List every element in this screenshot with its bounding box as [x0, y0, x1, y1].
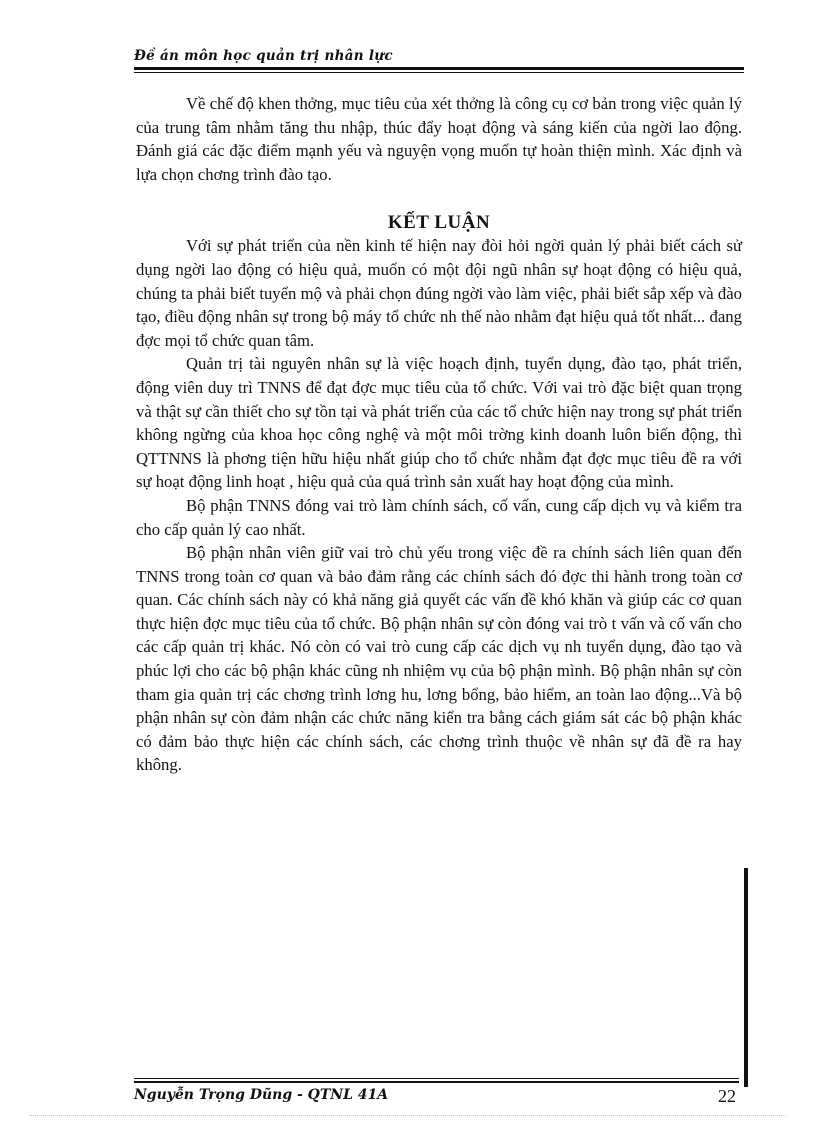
footer-author: Nguyễn Trọng Dũng - QTNL 41A [134, 1087, 389, 1103]
page-border-shadow [744, 868, 748, 1087]
paragraph-hr-management: Quản trị tài nguyên nhân sự là việc hoạch định, tuyển dụng, đào tạo, phát triển, động viên duy trì TNNS để đạt đợc mục tiêu của tổ chức. Với vai trò đặc biệt quan trọng và thật sự cần thiết cho sự tồn tại và phát triển của các tổ chức hiện nay trong sự phát triển không ngừng của khoa học công nghệ và một môi trờng kinh doanh luôn biến động, thì QTTNNS là phơng tiện hữu hiệu nhất giúp cho tổ chức nhằm đạt đợc mục tiêu đề ra với sự hoạt động linh hoạt , hiệu quả của quá trình sản xuất hay hoạt động của mình. [136, 354, 742, 492]
page-number: 22 [718, 1086, 736, 1106]
section-heading-conclusion: KẾT LUẬN [387, 212, 491, 234]
footer-rule-thin [134, 1078, 739, 1079]
header-rule-thin [134, 72, 744, 73]
page-header-title: Đề án môn học quản trị nhân lực [134, 48, 393, 64]
document-body [136, 92, 742, 777]
paragraph-conclusion-intro: Với sự phát triển của nền kinh tế hiện nay đòi hỏi ngời quản lý phải biết cách sử dụng ngời lao động có hiệu quả, muốn có một đội ngũ nhân sự hoạt động có hiệu quả, chúng ta phải biết tuyển mộ và phải chọn đúng ngời vào làm việc, phải biết sắp xếp và đào tạo, điều động nhân sự trong bộ máy tổ chức nh thế nào nhằm đạt hiệu quả tốt nhất... đang đợc mọi tổ chức quan tâm. [136, 236, 742, 350]
paragraph-reward-policy: Về chế độ khen thởng, mục tiêu của xét thởng là công cụ cơ bản trong việc quản lý của trung tâm nhằm tăng thu nhập, thúc đẩy hoạt động và sáng kiến của ngời lao động. Đánh giá các đặc điểm mạnh yếu và nguyện vọng muốn tự hoàn thiện mình. Xác định và lựa chọn chơng trình đào tạo. [136, 94, 742, 184]
page-bottom-dotted-line [30, 1115, 786, 1116]
paragraph-hr-department-role: Bộ phận TNNS đóng vai trò làm chính sách, cố vấn, cung cấp dịch vụ và kiểm tra cho cấp quản lý cao nhất. [136, 495, 742, 539]
paragraph-staff-department-role: Bộ phận nhân viên giữ vai trò chủ yếu trong việc đề ra chính sách liên quan đến TNNS trong toàn cơ quan và bảo đảm rằng các chính sách đó đợc thi hành trong toàn cơ quan. Các chính sách này có khả năng giả quyết các vấn đề khó khăn và giúp các cơ quan thực hiện đợc mục tiêu của tổ chức. Bộ phận nhân sự còn đóng vai trò t vấn và cố vấn cho các cấp quản trị khác. Nó còn có vai trò cung cấp các dịch vụ nh tuyển dụng, đào tạo và phúc lợi cho các bộ phận khác cũng nh nhiệm vụ của bộ phận mình. Bộ phận nhân sự còn tham gia quản trị các chơng trình lơng hu, lơng bổng, bảo hiểm, an toàn lao động...Và bộ phận nhân sự còn đảm nhận các chức năng kiển tra bằng cách giám sát các bộ phận khác có đảm bảo thực hiện các chính sách, các chơng trình thuộc về nhân sự đã đề ra hay không. [136, 543, 742, 775]
header-rule-thick [134, 67, 744, 70]
footer-rule-thick [134, 1081, 739, 1083]
